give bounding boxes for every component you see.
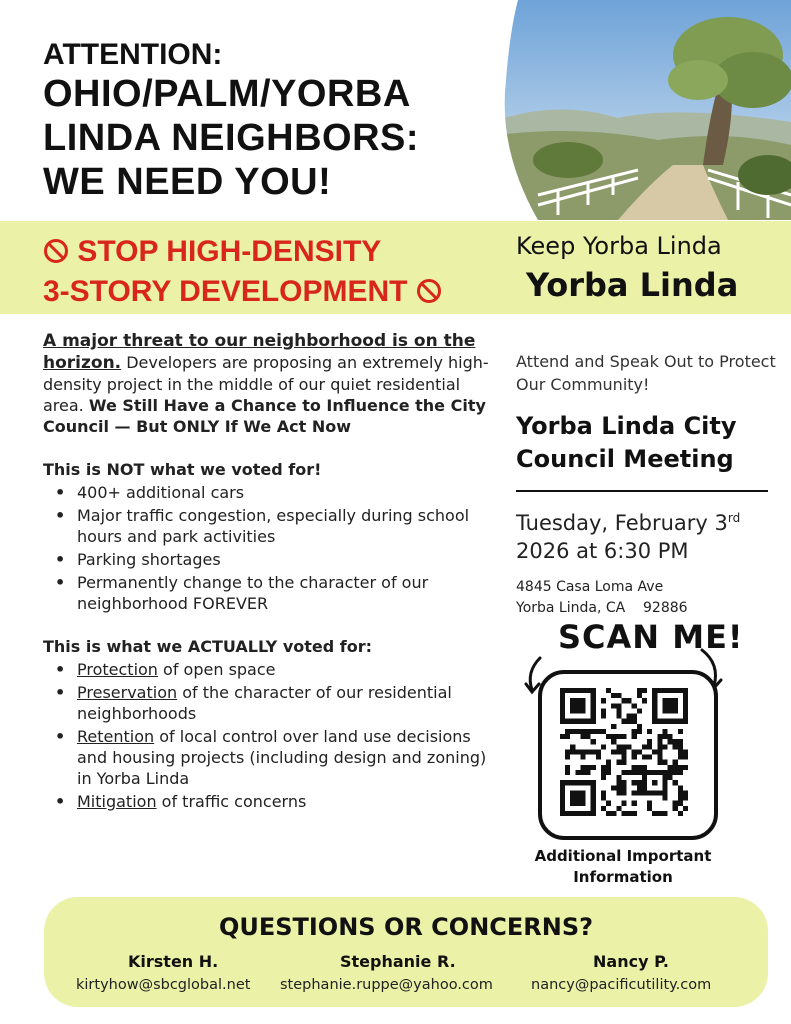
scan-me-label: SCAN ME! bbox=[558, 618, 744, 656]
list-item-key: Retention bbox=[77, 727, 155, 746]
stop-message bbox=[43, 232, 513, 312]
headline bbox=[43, 38, 493, 204]
headline-line-1: ATTENTION: bbox=[43, 38, 223, 71]
list-item bbox=[55, 682, 493, 724]
meeting-title bbox=[516, 410, 776, 476]
list-item: • Major traffic congestion, especially during school hours and park activities bbox=[55, 505, 493, 547]
meeting-title-line-1: Yorba Linda City bbox=[516, 412, 737, 440]
meeting-address bbox=[516, 577, 776, 619]
list-item-key: Preservation bbox=[77, 683, 178, 702]
meeting-date-line-1: Tuesday, February 3 bbox=[516, 511, 728, 535]
list-item: • Parking shortages bbox=[55, 549, 493, 570]
address-line-1: 4845 Casa Loma Ave bbox=[516, 579, 664, 595]
not-voted-list bbox=[43, 482, 493, 614]
list-item-text: of the character of our residential neighborhoods bbox=[77, 683, 452, 723]
address-line-2: Yorba Linda, CA 92886 bbox=[516, 600, 688, 616]
list-item-text: of open space bbox=[157, 660, 276, 679]
questions-footer bbox=[44, 897, 768, 1007]
contact-email-nancy[interactable]: nancy@pacificutility.com bbox=[531, 977, 712, 993]
prohibited-icon bbox=[43, 238, 69, 264]
hero-photo bbox=[498, 0, 791, 220]
keep-yorba-linda: Keep Yorba Linda bbox=[516, 232, 722, 260]
qr-code[interactable] bbox=[560, 688, 688, 816]
left-column bbox=[43, 330, 493, 814]
prohibited-icon bbox=[416, 278, 442, 304]
additional-info-line-1: Additional Important bbox=[534, 847, 712, 865]
contact-name-nancy: Nancy P. bbox=[593, 952, 669, 971]
list-item-key: Mitigation bbox=[77, 792, 157, 811]
footer-title: QUESTIONS OR CONCERNS? bbox=[218, 913, 594, 941]
additional-info-line-2: Information bbox=[573, 868, 673, 886]
keep-yorba-linda-bold: Yorba Linda bbox=[526, 266, 739, 304]
intro-paragraph bbox=[43, 330, 493, 437]
list-item bbox=[55, 726, 493, 789]
voted-list bbox=[43, 659, 493, 812]
threat-heading: A major threat to our neighborhood is on the horizon. bbox=[43, 331, 476, 373]
list-item-key: Protection bbox=[77, 660, 158, 679]
intro-body: Developers are proposing an extremely high-density project in the middle of our quiet residential area. bbox=[43, 353, 489, 415]
contact-name-kirsten: Kirsten H. bbox=[128, 952, 219, 971]
list-item: • Permanently change to the character of our neighborhood FOREVER bbox=[55, 572, 493, 614]
stop-line-1: STOP HIGH-DENSITY bbox=[77, 235, 382, 268]
divider bbox=[516, 490, 768, 492]
voted-heading: This is what we ACTUALLY voted for: bbox=[43, 637, 373, 656]
list-item-text: of traffic concerns bbox=[156, 792, 307, 811]
contact-name-stephanie: Stephanie R. bbox=[340, 952, 456, 971]
meeting-date-line-2: 2026 at 6:30 PM bbox=[516, 539, 689, 563]
headline-line-2: OHIO/PALM/YORBA bbox=[43, 73, 411, 115]
attend-message: Attend and Speak Out to Protect Our Community! bbox=[516, 352, 776, 394]
contact-email-kirsten[interactable]: kirtyhow@sbcglobal.net bbox=[76, 977, 251, 993]
stop-line-2: 3-STORY DEVELOPMENT bbox=[43, 275, 408, 308]
list-item: • 400+ additional cars bbox=[55, 482, 493, 503]
list-item-text: of local control over land use decisions and housing projects (including design and zoning) in Yorba Linda bbox=[77, 727, 487, 788]
meeting-date bbox=[516, 504, 776, 565]
headline-line-3: LINDA NEIGHBORS: bbox=[43, 117, 420, 159]
headline-line-4: WE NEED YOU! bbox=[43, 161, 332, 203]
contact-email-stephanie[interactable]: stephanie.ruppe@yahoo.com bbox=[280, 977, 493, 993]
meeting-title-line-2: Council Meeting bbox=[516, 445, 734, 473]
additional-info-caption bbox=[516, 846, 730, 888]
date-suffix: rd bbox=[727, 511, 741, 525]
meeting-info bbox=[516, 350, 776, 619]
list-item bbox=[55, 659, 493, 680]
not-voted-heading: This is NOT what we voted for! bbox=[43, 460, 322, 479]
intro-call-to-action: We Still Have a Chance to Influence the City Council — But ONLY If We Act Now bbox=[43, 396, 486, 436]
list-item bbox=[55, 791, 493, 812]
